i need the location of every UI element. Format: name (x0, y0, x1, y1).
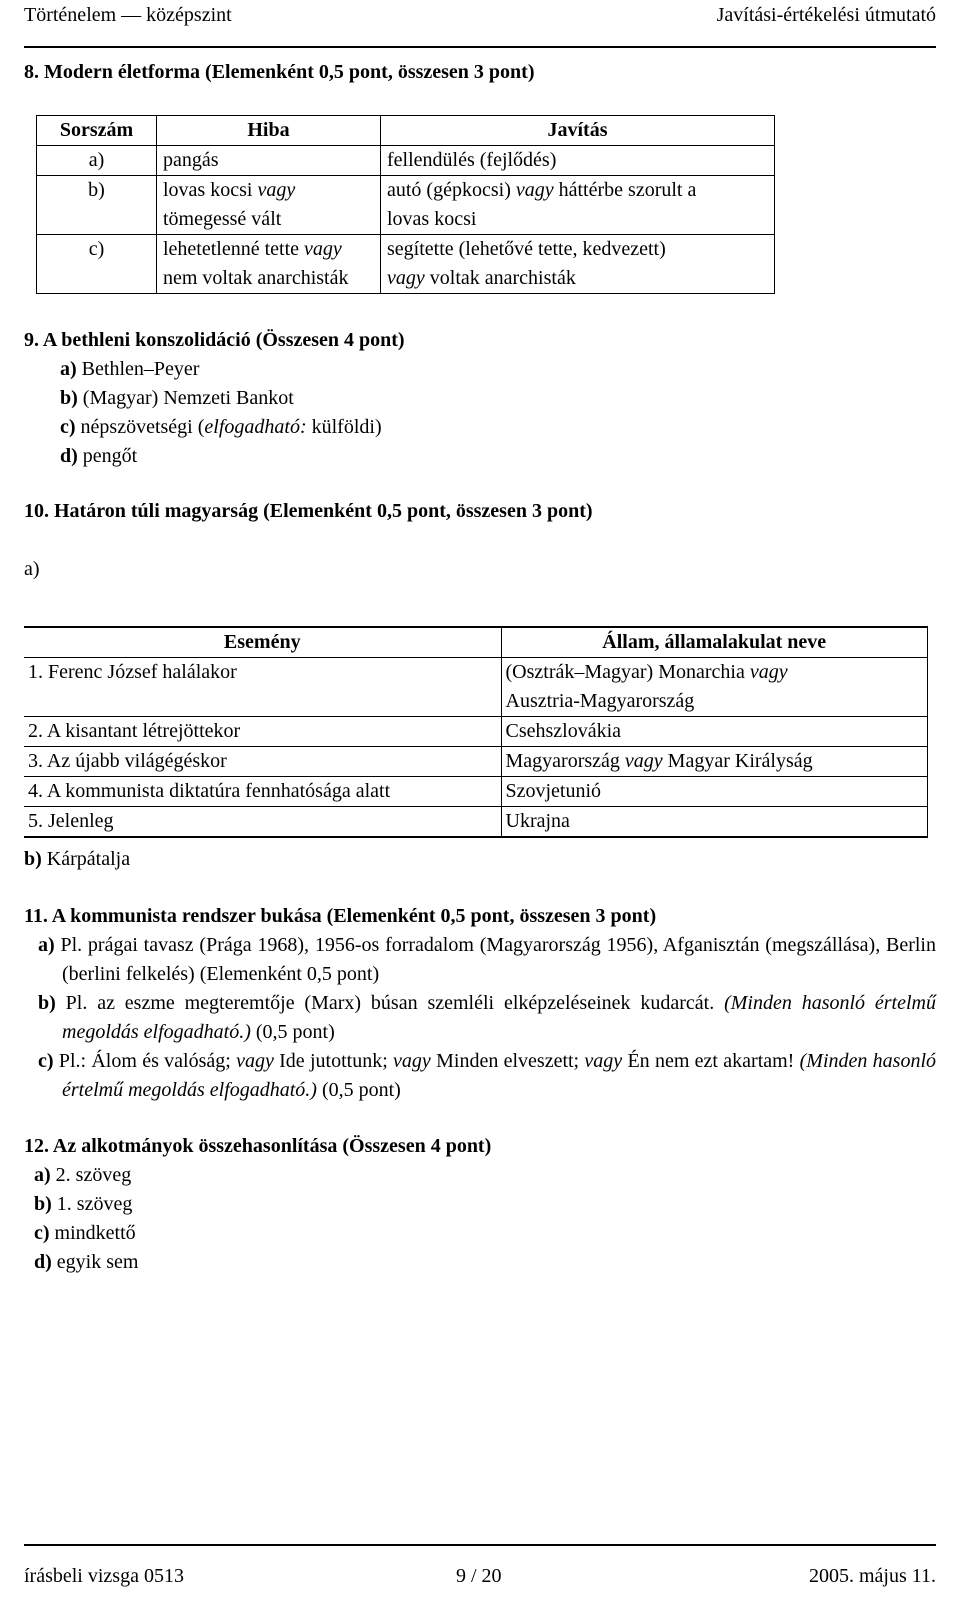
javitas-cell: segítette (lehetővé tette, kedvezett) vagy voltak anarchisták (381, 235, 775, 294)
q9-answers (24, 355, 405, 471)
list-item: a) 2. szöveg (34, 1164, 132, 1186)
table-header-row (37, 116, 775, 146)
row-id: c) (37, 235, 157, 294)
state-cell: Magyarország vagy Magyar Királyság (501, 747, 928, 777)
q10-title: 10. Határon túli magyarság (Elemenként 0,5 pont, összesen 3 pont) (24, 500, 593, 522)
footer-exam-code: írásbeli vizsga 0513 (24, 1565, 184, 1587)
event-cell: 5. Jelenleg (24, 807, 501, 838)
q12-answers (24, 1161, 491, 1277)
q9-section (24, 326, 405, 471)
table-row (37, 235, 775, 294)
list-item: a) Bethlen–Peyer (60, 358, 200, 380)
state-cell: Szovjetunió (501, 777, 928, 807)
event-cell: 1. Ferenc József halálakor (24, 658, 501, 717)
header-subject: Történelem — középszint (24, 4, 232, 26)
state-cell: Ukrajna (501, 807, 928, 838)
table-row (24, 658, 928, 717)
list-item: d) egyik sem (34, 1251, 139, 1273)
col-header-hiba: Hiba (157, 116, 381, 146)
page-header (24, 0, 936, 48)
footer-page-number: 9 / 20 (456, 1565, 502, 1587)
q9-title: 9. A bethleni konszolidáció (Összesen 4 pont) (24, 329, 405, 351)
q10-table (24, 626, 928, 838)
table-row (24, 717, 928, 747)
page-footer (24, 1544, 936, 1606)
q8-title: 8. Modern életforma (Elemenként 0,5 pont, összesen 3 pont) (24, 61, 535, 83)
hiba-cell: lovas kocsi vagy tömegessé vált (157, 176, 381, 235)
col-header-allam: Állam, államalakulat neve (501, 627, 928, 658)
hiba-cell: pangás (157, 146, 381, 176)
state-cell: (Osztrák–Magyar) Monarchia vagy Ausztria-Magyarország (501, 658, 928, 717)
table-row (24, 807, 928, 838)
q11-section (24, 902, 936, 1105)
col-header-sorszam: Sorszám (37, 116, 157, 146)
event-cell: 2. A kisantant létrejöttekor (24, 717, 501, 747)
table-row (24, 777, 928, 807)
list-item: b) (Magyar) Nemzeti Bankot (60, 387, 294, 409)
q10-a-label: a) (24, 558, 40, 580)
hiba-cell: lehetetlenné tette vagy nem voltak anarchisták (157, 235, 381, 294)
header-doc-type: Javítási-értékelési útmutató (716, 4, 936, 26)
q11-a-answer: a) Pl. prágai tavasz (Prága 1968), 1956-os forradalom (Magyarország 1956), Afganisztán (megszállása), Berlin (berlini felkelés) (Elemenként 0,5 pont) (38, 934, 936, 985)
event-cell: 3. Az újabb világégéskor (24, 747, 501, 777)
list-item: b) 1. szöveg (34, 1193, 133, 1215)
q11-b-answer: b) Pl. az eszme megteremtője (Marx) búsan szemléli elképzeléseinek kudarcát. (Minden hasonló értelmű megoldás elfogadható.) (0,5 pont) (38, 992, 936, 1043)
q11-title: 11. A kommunista rendszer bukása (Elemenként 0,5 pont, összesen 3 pont) (24, 905, 657, 927)
list-item: c) népszövetségi (elfogadható: külföldi) (60, 416, 382, 438)
row-id: a) (37, 146, 157, 176)
table-row (24, 747, 928, 777)
list-item: c) mindkettő (34, 1222, 136, 1244)
col-header-javitas: Javítás (381, 116, 775, 146)
javitas-cell: autó (gépkocsi) vagy háttérbe szorult a lovas kocsi (381, 176, 775, 235)
table-row (37, 176, 775, 235)
footer-date: 2005. május 11. (808, 1565, 936, 1587)
q11-c-answer: c) Pl.: Álom és valóság; vagy Ide jutottunk; vagy Minden elveszett; vagy Én nem ezt akartam! (Minden hasonló értelmű megoldás elfogadható.) (0,5 pont) (38, 1050, 937, 1101)
q10-b-answer: b) Kárpátalja (24, 848, 131, 870)
q12-title: 12. Az alkotmányok összehasonlítása (Összesen 4 pont) (24, 1135, 492, 1157)
q12-section (24, 1132, 491, 1277)
q8-table (36, 115, 775, 294)
state-cell: Csehszlovákia (501, 717, 928, 747)
list-item: d) pengőt (60, 445, 138, 467)
col-header-esemeny: Esemény (24, 627, 501, 658)
table-row (37, 146, 775, 176)
event-cell: 4. A kommunista diktatúra fennhatósága alatt (24, 777, 501, 807)
table-header-row (24, 627, 928, 658)
javitas-cell: fellendülés (fejlődés) (381, 146, 775, 176)
row-id: b) (37, 176, 157, 235)
